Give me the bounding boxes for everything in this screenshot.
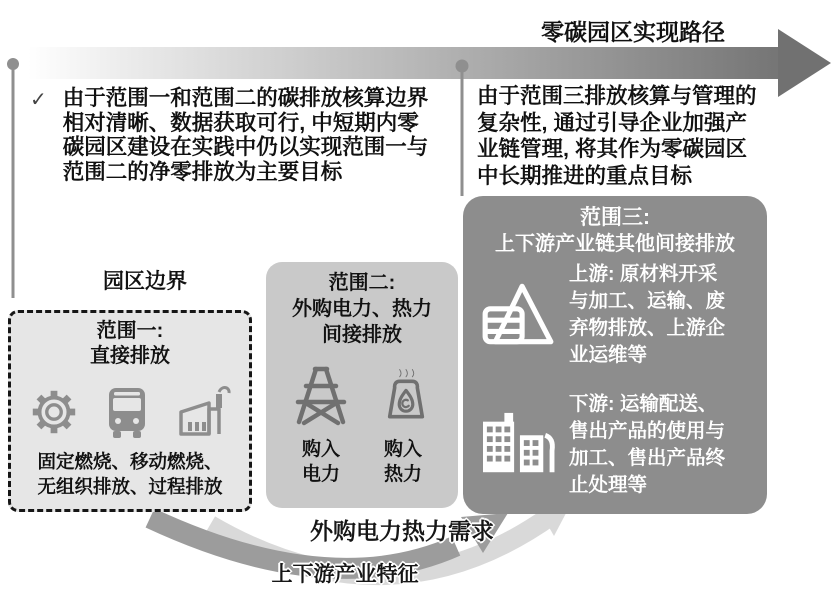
scope3-box xyxy=(463,196,767,514)
scope3-text-line: 上游: 原材料开采 xyxy=(569,263,718,285)
scope2-title-line: 外购电力、热力 xyxy=(292,298,432,320)
gear-icon xyxy=(27,385,81,439)
label-line: 电力 xyxy=(301,464,340,485)
scope1-caption-line: 无组织排放、过程排放 xyxy=(37,476,223,497)
note-line: 范围二的净零排放为主要目标 xyxy=(62,159,343,184)
scope3-text-line: 售出产品的使用与 xyxy=(569,420,726,442)
purchased-energy-demand-label: 外购电力热力需求 xyxy=(310,518,494,544)
note-line: 碳园区建设在实践中仍以实现范围一与 xyxy=(62,135,429,159)
scope3-text-line: 与加工、运输、废 xyxy=(569,290,726,312)
scope1-icons xyxy=(11,381,249,443)
park-boundary-label: 园区边界 xyxy=(103,270,187,293)
note-line: 中长期推进的重点目标 xyxy=(477,163,693,188)
purchased-heat-label xyxy=(384,437,422,487)
checkmark-icon: ✓ xyxy=(30,89,47,111)
scope1-caption xyxy=(11,449,249,499)
scope3-text-line: 业运维等 xyxy=(569,344,648,366)
quarry-icon xyxy=(479,277,557,353)
scope1-caption-line: 固定燃烧、移动燃烧、 xyxy=(37,451,223,472)
heat-plant-icon xyxy=(377,361,435,427)
scope2-icons xyxy=(266,355,458,427)
scope3-text-line: 止处理等 xyxy=(569,474,648,496)
scope3-title-line: 上下游产业链其他间接排放 xyxy=(495,233,735,255)
scope3-upstream-icon-wrap xyxy=(475,277,561,353)
bus-icon xyxy=(101,385,153,439)
page-title: 零碳园区实现路径 xyxy=(541,19,725,45)
note-line: 相对清晰、数据获取可行, 中短期内零 xyxy=(62,110,419,135)
note-scope12-text xyxy=(63,86,429,184)
scope3-text-line: 加工、售出产品终 xyxy=(569,447,726,469)
milestone-marker-left-icon xyxy=(7,58,19,298)
note-line: 由于范围一和范围二的碳排放核算边界 xyxy=(62,86,429,110)
note-scope3 xyxy=(477,83,807,189)
scope2-title xyxy=(266,270,458,348)
label-line: 购入 xyxy=(384,439,423,460)
scope3-downstream-icon-wrap xyxy=(475,410,561,480)
scope3-text-line: 下游: 运输配送、 xyxy=(569,393,718,415)
scope3-upstream-row xyxy=(475,261,755,369)
note-line: 由于范围三排放核算与管理的 xyxy=(477,84,757,108)
scope3-upstream-text xyxy=(569,261,725,369)
label-line: 购入 xyxy=(301,439,340,460)
scope2-title-line: 间接排放 xyxy=(322,324,402,346)
factory-icon xyxy=(173,384,233,440)
scope3-title-line: 范围三: xyxy=(580,206,650,229)
scope3-downstream-row xyxy=(475,391,755,499)
purchased-electricity-label xyxy=(302,437,340,487)
industry-chain-label: 上下游产业特征 xyxy=(271,563,419,586)
scope1-box xyxy=(8,310,252,512)
power-tower-icon xyxy=(289,361,353,427)
scope1-title-line: 范围一: xyxy=(96,320,164,342)
scope2-box xyxy=(266,262,458,508)
note-line: 业链管理, 将其作为零碳园区 xyxy=(477,137,747,161)
note-scope12 xyxy=(30,86,474,184)
buildings-icon xyxy=(476,410,560,480)
label-line: 热力 xyxy=(384,464,423,485)
scope3-text-line: 弃物排放、上游企 xyxy=(569,317,726,339)
scope3-downstream-text xyxy=(569,391,725,499)
scope2-item-labels xyxy=(266,437,458,487)
note-line: 复杂性, 通过引导企业加强产 xyxy=(477,110,747,135)
scope1-title-line: 直接排放 xyxy=(90,345,170,367)
scope1-title xyxy=(11,319,249,369)
scope2-title-line: 范围二: xyxy=(328,272,396,294)
